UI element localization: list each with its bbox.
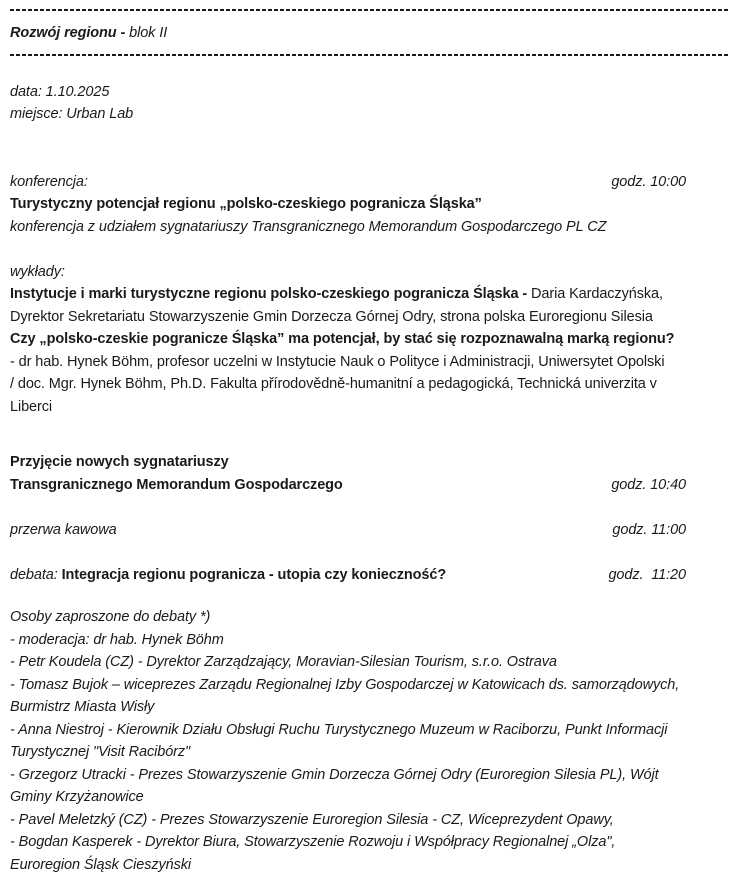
conference-time: godz. 10:00 (611, 173, 686, 190)
place-line: miejsce: Urban Lab (10, 106, 134, 122)
spacer (10, 541, 728, 564)
document-title (10, 22, 728, 45)
invitee-line: Euroregion Śląsk Cieszyński (10, 856, 192, 873)
coffee-break-time: godz. 11:00 (612, 521, 686, 538)
spacer (10, 496, 728, 519)
invitee-line: Turystycznej "Visit Racibórz" (10, 744, 191, 760)
spacer (10, 238, 728, 261)
accession-time: godz. 10:40 (611, 476, 686, 493)
spacer (10, 126, 728, 171)
divider-under-title (10, 54, 728, 56)
lecture1-title-line (10, 283, 728, 306)
lecture2-speaker-line3: Liberci (10, 398, 53, 415)
invitee-line: - Bogdan Kasperek - Dyrektor Biura, Stowarzyszenie Rozwoju i Współpracy Regionalnej „Olza", (10, 834, 616, 850)
invitee-line: - Tomasz Bujok – wiceprezes Zarządu Regionalnej Izby Gospodarczej w Katowicach ds. samorządowych, (10, 676, 680, 693)
lecture2-title: Czy „polsko-czeskie pogranicze Śląska” ma potencjał, by stać się rozpoznawalną marką regionu? (10, 331, 675, 347)
conference-header-row (10, 171, 728, 194)
accession-row (10, 474, 728, 497)
divider-top (10, 9, 728, 11)
accession-line2: Transgranicznego Memorandum Gospodarczego (10, 476, 343, 493)
date-line: data: 1.10.2025 (10, 83, 110, 100)
spacer (10, 586, 728, 606)
debate-row (10, 564, 728, 587)
debate-title-line (10, 564, 446, 587)
invitee-line: Burmistrz Miasta Wisły (10, 699, 155, 715)
invitee-line: - Anna Niestroj - Kierownik Działu Obsługi Ruchu Turystycznego Muzeum w Raciborzu, Punkt Informacji (10, 721, 668, 738)
conference-subtitle: konferencja z udziałem sygnatariuszy Transgranicznego Memorandum Gospodarczego PL CZ (10, 218, 607, 235)
invitee-line: Gminy Krzyżanowice (10, 789, 144, 805)
conference-title: Turystyczny potencjał regionu „polsko-czeskiego pogranicza Śląska” (10, 196, 482, 212)
lectures-label: wykłady: (10, 263, 65, 280)
document-title-suffix: blok II (125, 25, 168, 41)
spacer (10, 418, 728, 451)
invitee-line: - Grzegorz Utracki - Prezes Stowarzyszenie Gmin Dorzecza Górnej Odry (Euroregion Silesia PL), Wójt (10, 766, 659, 783)
coffee-break-row (10, 519, 728, 542)
accession-line1: Przyjęcie nowych sygnatariuszy (10, 454, 229, 470)
lecture2-speaker-line2: / doc. Mgr. Hynek Böhm, Ph.D. Fakulta přírodovědně-humanitní a pedagogická, Technická univerzita v (10, 376, 657, 392)
debate-label: debata: (10, 566, 62, 583)
conference-label: konferencja: (10, 173, 88, 190)
lecture1-speaker: Daria Kardaczyńska, (531, 286, 663, 302)
document-title-bold: Rozwój regionu - (10, 25, 126, 41)
debate-time: godz. 11:20 (608, 566, 686, 583)
lecture1-title: Instytucje i marki turystyczne regionu polsko-czeskiego pogranicza Śląska - (10, 286, 532, 302)
debate-title: Integracja regionu pogranicza - utopia czy konieczność? (61, 566, 447, 583)
lecture1-speaker-role: Dyrektor Sekretariatu Stowarzyszenie Gmin Dorzecza Górnej Odry, strona polska Euroregionu Silesia (10, 308, 653, 325)
invitees-heading: Osoby zaproszone do debaty *) (10, 609, 211, 625)
invitee-line: - Pavel Meletzký (CZ) - Prezes Stowarzyszenie Euroregion Silesia - CZ, Wiceprezydent Opawy, (10, 811, 614, 828)
invitee-line: - moderacja: dr hab. Hynek Böhm (10, 631, 224, 648)
coffee-break-label: przerwa kawowa (10, 521, 117, 538)
invitee-line: - Petr Koudela (CZ) - Dyrektor Zarządzający, Moravian-Silesian Tourism, s.r.o. Ostrava (10, 654, 557, 670)
lecture2-speaker-line1: - dr hab. Hynek Böhm, profesor uczelni w Instytucie Nauk o Polityce i Administracji, Uniwersytet Opolski (10, 353, 665, 370)
